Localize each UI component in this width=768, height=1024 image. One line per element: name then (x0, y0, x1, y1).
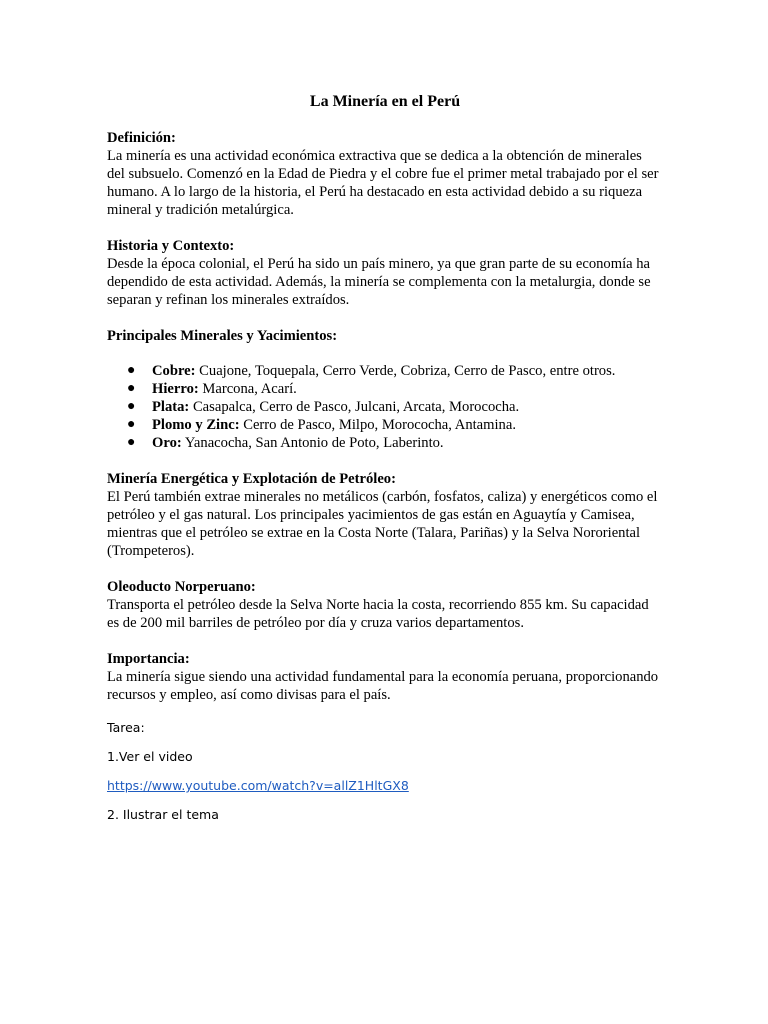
list-item (107, 434, 663, 452)
list-item (107, 380, 663, 398)
section-principales (107, 327, 663, 452)
section-body: La minería es una actividad económica extractiva que se dedica a la obtención de minerales del subsuelo. Comenzó en la Edad de Piedra y el cobre fue el primer metal trabajado por el ser humano. A lo largo de la historia, el Perú ha destacado en esta actividad debido a su riqueza mineral y tradición metalúrgica. (107, 148, 659, 218)
bullet-icon: ● (127, 399, 136, 414)
list-item (107, 362, 663, 380)
section-energetica (107, 470, 663, 560)
mineral-name: Plata: (152, 399, 190, 415)
section-oleoducto (107, 578, 663, 632)
mineral-deposits: Cuajone, Toquepala, Cerro Verde, Cobriza, Cerro de Pasco, entre otros. (195, 363, 616, 379)
section-historia (107, 237, 663, 309)
section-heading: Historia y Contexto: (107, 238, 235, 254)
bullet-icon: ● (127, 363, 136, 378)
section-heading: Definición: (107, 130, 176, 146)
section-heading: Importancia: (107, 651, 190, 667)
bullet-icon: ● (127, 435, 136, 450)
section-definicion (107, 129, 663, 219)
tarea-block (107, 720, 663, 823)
mineral-deposits: Casapalca, Cerro de Pasco, Julcani, Arcata, Morococha. (189, 399, 520, 415)
tarea-step-1: 1.Ver el video (107, 749, 193, 764)
list-item (107, 398, 663, 416)
section-heading: Oleoducto Norperuano: (107, 579, 256, 595)
tarea-link-line (107, 778, 663, 794)
mineral-name: Hierro: (152, 381, 199, 397)
bullet-icon: ● (127, 381, 136, 396)
section-importancia (107, 650, 663, 704)
mineral-name: Cobre: (152, 363, 196, 379)
page-title: La Minería en el Perú (309, 93, 461, 110)
section-body: El Perú también extrae minerales no metálicos (carbón, fosfatos, caliza) y energéticos como el petróleo y el gas natural. Los principales yacimientos de gas están en Aguaytía y Camisea, mientras que el petróleo se extrae en la Costa Norte (Talara, Pariñas) y la Selva Nororiental (Trompeteros). (107, 489, 658, 559)
section-body: Desde la época colonial, el Perú ha sido un país minero, ya que gran parte de su economía ha dependido de esta actividad. Además, la minería se complementa con la metalurgia, donde se separan y refinan los minerales extraídos. (107, 256, 651, 308)
list-item (107, 416, 663, 434)
tarea-label: Tarea: (107, 720, 145, 735)
mineral-deposits: Yanacocha, San Antonio de Poto, Laberinto. (181, 435, 444, 451)
mineral-list (107, 362, 663, 452)
section-heading: Principales Minerales y Yacimientos: (107, 328, 338, 344)
bullet-icon: ● (127, 417, 136, 432)
mineral-deposits: Cerro de Pasco, Milpo, Morococha, Antamina. (239, 417, 516, 433)
section-heading: Minería Energética y Explotación de Petróleo: (107, 471, 396, 487)
document-content (107, 92, 663, 836)
tarea-step-2: 2. Ilustrar el tema (107, 807, 219, 822)
mineral-name: Plomo y Zinc: (152, 417, 240, 433)
mineral-name: Oro: (152, 435, 182, 451)
section-body: La minería sigue siendo una actividad fundamental para la economía peruana, proporcionando recursos y empleo, así como divisas para el país. (107, 669, 659, 703)
video-link[interactable]: https://www.youtube.com/watch?v=allZ1HltGX8 (107, 778, 409, 793)
section-body: Transporta el petróleo desde la Selva Norte hacia la costa, recorriendo 855 km. Su capacidad es de 200 mil barriles de petróleo por día y cruza varios departamentos. (107, 597, 649, 631)
mineral-deposits: Marcona, Acarí. (198, 381, 297, 397)
